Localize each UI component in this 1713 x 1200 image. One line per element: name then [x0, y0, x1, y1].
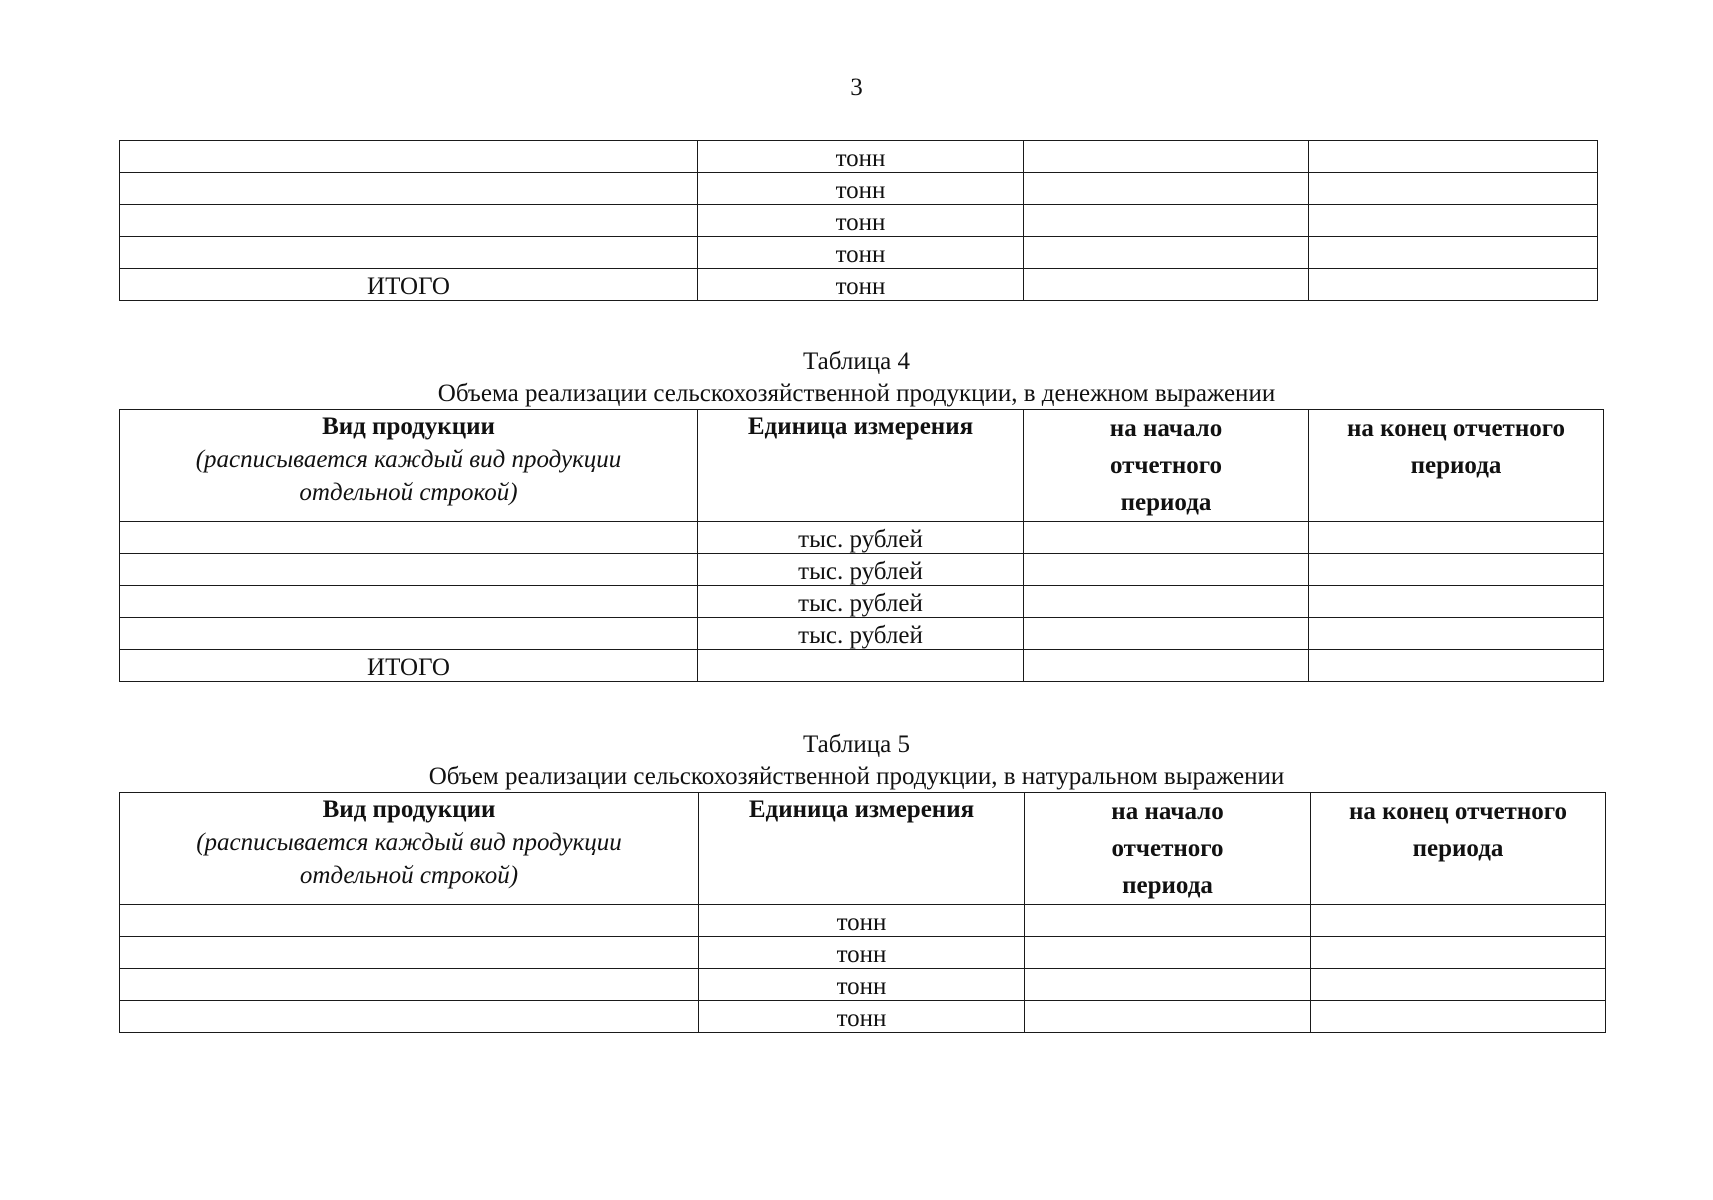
unit-cell: тонн	[698, 205, 1024, 237]
table-row	[120, 969, 1606, 1001]
table-row	[120, 173, 1598, 205]
start-period-cell	[1024, 650, 1309, 682]
table-row	[120, 205, 1598, 237]
header-unit-label: Единица измерения	[748, 796, 975, 823]
table-4-number: Таблица 4	[803, 348, 910, 375]
end-period-cell	[1309, 586, 1604, 618]
product-cell	[120, 969, 699, 1001]
end-period-cell	[1311, 905, 1606, 937]
end-period-cell	[1309, 237, 1598, 269]
header-start	[1025, 793, 1311, 905]
header-end	[1309, 410, 1604, 522]
table-4	[119, 409, 1604, 682]
unit-cell: тыс. рублей	[698, 618, 1024, 650]
end-period-cell	[1309, 205, 1598, 237]
unit-cell: тонн	[699, 905, 1025, 937]
end-period-cell	[1309, 650, 1604, 682]
unit-cell: тонн	[698, 269, 1024, 301]
table-row	[120, 554, 1604, 586]
end-period-cell	[1309, 554, 1604, 586]
header-product-note: (расписывается каждый вид продукции отдельной строкой)	[195, 446, 622, 506]
table-5-title: Объем реализации сельскохозяйственной продукции, в натуральном выражении	[428, 763, 1285, 790]
product-cell	[120, 237, 698, 269]
product-cell	[120, 173, 698, 205]
header-unit	[699, 793, 1025, 905]
unit-cell: тыс. рублей	[698, 522, 1024, 554]
start-period-cell	[1024, 522, 1309, 554]
start-period-cell	[1024, 586, 1309, 618]
header-start-label: на начало отчетного периода	[1109, 415, 1223, 516]
header-end-label: на конец отчетного периода	[1347, 415, 1565, 479]
table-header-row	[120, 410, 1604, 522]
unit-cell	[698, 650, 1024, 682]
end-period-cell	[1311, 969, 1606, 1001]
header-end	[1311, 793, 1606, 905]
end-period-cell	[1311, 1001, 1606, 1033]
table-total-row	[120, 269, 1598, 301]
header-start	[1024, 410, 1309, 522]
header-product	[120, 410, 698, 522]
table-3-continuation	[119, 140, 1598, 301]
start-period-cell	[1025, 1001, 1311, 1033]
start-period-cell	[1024, 173, 1309, 205]
table-5-number: Таблица 5	[803, 731, 910, 758]
product-cell	[120, 554, 698, 586]
header-end-label: на конец отчетного периода	[1349, 798, 1567, 862]
header-product	[120, 793, 699, 905]
table-row	[120, 141, 1598, 173]
unit-cell: тонн	[698, 173, 1024, 205]
end-period-cell	[1309, 269, 1598, 301]
end-period-cell	[1309, 618, 1604, 650]
unit-cell: тонн	[699, 1001, 1025, 1033]
product-cell	[120, 522, 698, 554]
product-cell	[120, 1001, 699, 1033]
start-period-cell	[1024, 205, 1309, 237]
unit-cell: тонн	[698, 141, 1024, 173]
end-period-cell	[1309, 141, 1598, 173]
unit-cell: тонн	[699, 969, 1025, 1001]
product-cell	[120, 937, 699, 969]
header-product-note: (расписывается каждый вид продукции отдельной строкой)	[196, 829, 622, 889]
end-period-cell	[1311, 937, 1606, 969]
table-row	[120, 237, 1598, 269]
product-cell	[120, 205, 698, 237]
start-period-cell	[1025, 905, 1311, 937]
start-period-cell	[1024, 141, 1309, 173]
total-label-cell: ИТОГО	[120, 650, 698, 682]
unit-cell: тонн	[699, 937, 1025, 969]
page-number: 3	[850, 74, 863, 101]
header-product-label: Вид продукции	[322, 796, 496, 823]
table-4-title: Объема реализации сельскохозяйственной продукции, в денежном выражении	[437, 380, 1276, 407]
start-period-cell	[1025, 969, 1311, 1001]
unit-cell: тыс. рублей	[698, 586, 1024, 618]
header-start-label: на начало отчетного периода	[1111, 798, 1224, 899]
table-total-row	[120, 650, 1604, 682]
end-period-cell	[1309, 173, 1598, 205]
table-row	[120, 618, 1604, 650]
header-unit-label: Единица измерения	[747, 413, 974, 440]
unit-cell: тонн	[698, 237, 1024, 269]
start-period-cell	[1024, 237, 1309, 269]
product-cell	[120, 905, 699, 937]
product-cell	[120, 586, 698, 618]
total-label-cell: ИТОГО	[120, 269, 698, 301]
table-row	[120, 586, 1604, 618]
start-period-cell	[1024, 269, 1309, 301]
start-period-cell	[1024, 618, 1309, 650]
unit-cell: тыс. рублей	[698, 554, 1024, 586]
table-header-row	[120, 793, 1606, 905]
product-cell	[120, 618, 698, 650]
header-product-label: Вид продукции	[322, 413, 495, 440]
table-row	[120, 1001, 1606, 1033]
table-5	[119, 792, 1606, 1033]
table-row	[120, 905, 1606, 937]
product-cell	[120, 141, 698, 173]
table-row	[120, 522, 1604, 554]
table-row	[120, 937, 1606, 969]
end-period-cell	[1309, 522, 1604, 554]
start-period-cell	[1025, 937, 1311, 969]
header-unit	[698, 410, 1024, 522]
start-period-cell	[1024, 554, 1309, 586]
